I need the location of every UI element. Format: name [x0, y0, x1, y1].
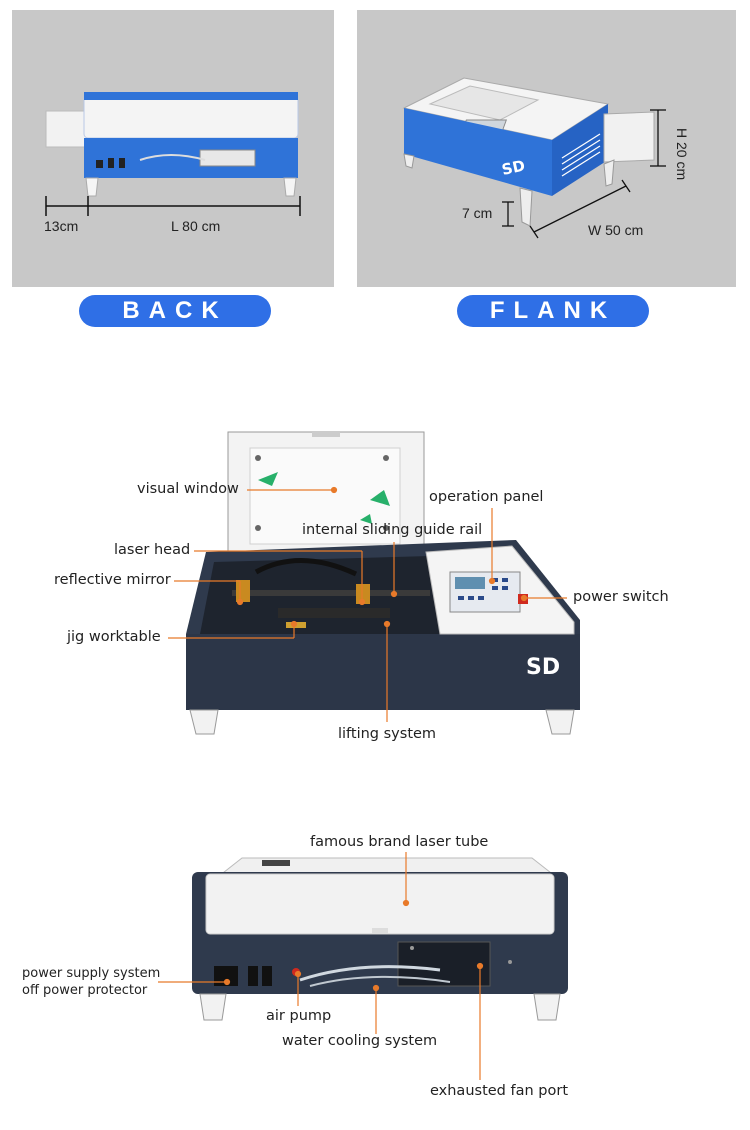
callout-water-cooling-system: water cooling system	[282, 1033, 438, 1049]
callout-internal-sliding-guide-rail: internal sliding guide rail	[302, 522, 483, 538]
flank-label-pill: FLANK	[457, 295, 649, 327]
callout-laser-head: laser head	[114, 542, 191, 558]
callout-lifting-system: lifting system	[338, 726, 437, 742]
callout-air-pump: air pump	[266, 1008, 332, 1024]
callout-reflective-mirror: reflective mirror	[54, 572, 171, 588]
callout-off-power-protector: off power protector	[22, 983, 148, 998]
back-dim-13cm: 13cm	[44, 218, 79, 234]
back-dim-length: L 80 cm	[171, 218, 221, 234]
callout-visual-window: visual window	[137, 481, 239, 497]
callout-famous-brand-laser-tube: famous brand laser tube	[310, 834, 489, 850]
callout-power-switch: power switch	[573, 589, 669, 605]
callout-power-supply-system: power supply system	[22, 966, 161, 981]
callout-jig-worktable: jig worktable	[67, 629, 161, 645]
callout-operation-panel: operation panel	[429, 489, 544, 505]
svg-text:SD: SD	[526, 655, 561, 680]
svg-text:SD: SD	[500, 156, 527, 179]
back-label-pill: BACK	[79, 295, 271, 327]
flank-dim-height: H 20 cm	[674, 128, 690, 181]
callout-exhausted-fan-port: exhausted fan port	[430, 1083, 568, 1099]
flank-dim-width: W 50 cm	[588, 222, 644, 238]
flank-dim-leg: 7 cm	[462, 205, 493, 221]
